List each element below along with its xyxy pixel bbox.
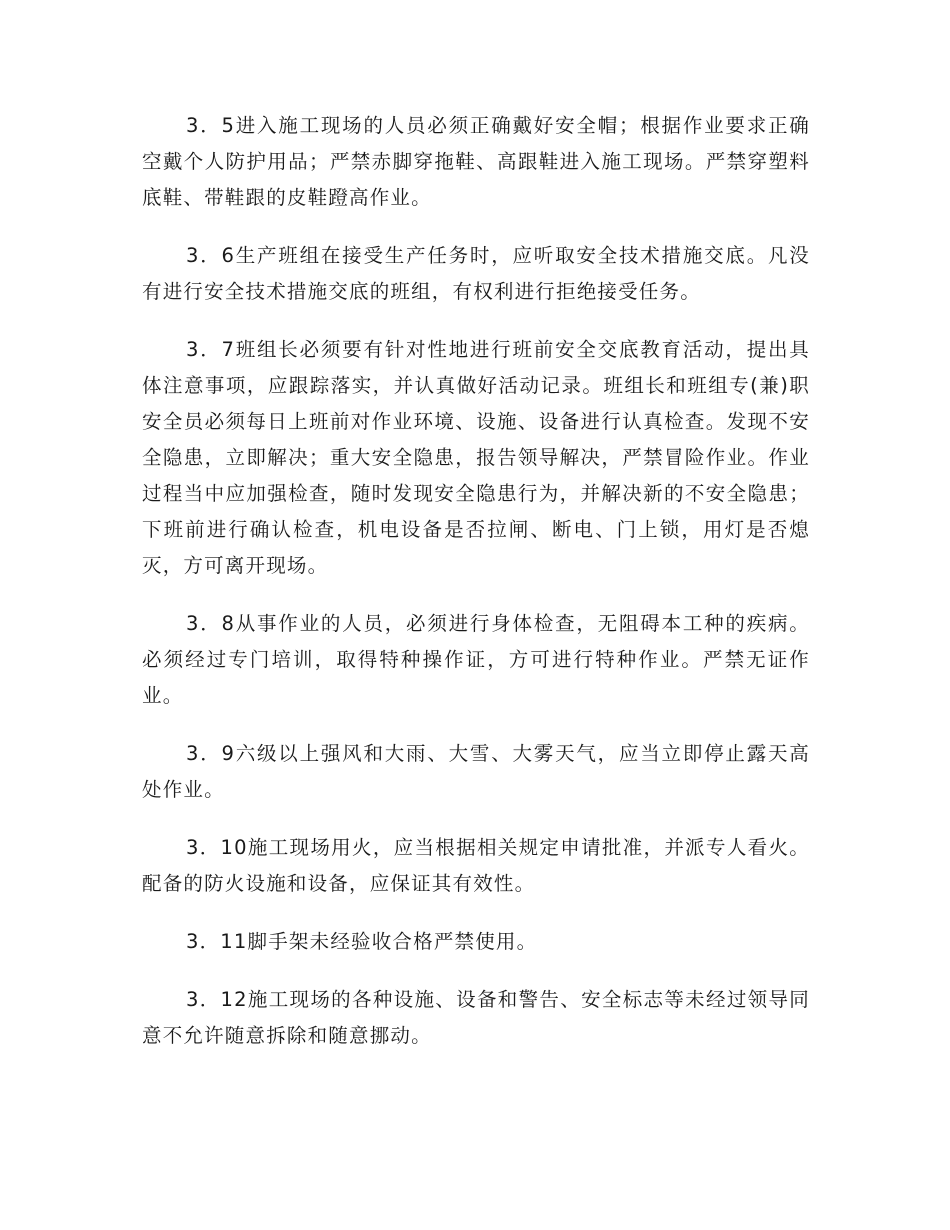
- paragraph-3-5: 3．5进入施工现场的人员必须正确戴好安全帽；根据作业要求正确空戴个人防护用品；严禁赤脚穿拖鞋、高跟鞋进入施工现场。严禁穿塑料底鞋、带鞋跟的皮鞋蹬高作业。: [142, 114, 810, 209]
- paragraph-3-11: 3．11脚手架未经验收合格严禁使用。: [186, 930, 538, 953]
- paragraph-3-8: 3．8从事作业的人员，必须进行身体检查，无阻碍本工种的疾病。必须经过专门培训，取得特种操作证，方可进行特种作业。严禁无证作业。: [142, 612, 810, 707]
- paragraph-3-12: 3．12施工现场的各种设施、设备和警告、安全标志等未经过领导同意不允许随意拆除和随意挪动。: [142, 988, 810, 1047]
- document-page: [142, 108, 810, 1076]
- paragraph-3-9: 3．9六级以上强风和大雨、大雪、大雾天气，应当立即停止露天高处作业。: [142, 742, 810, 801]
- paragraph-3-7: 3．7班组长必须要有针对性地进行班前安全交底教育活动，提出具体注意事项，应跟踪落实，并认真做好活动记录。班组长和班组专(兼)职安全员必须每日上班前对作业环境、设施、设备进行认真检查。发现不安全隐患，立即解决；重大安全隐患，报告领导解决，严禁冒险作业。作业过程当中应加强检查，随时发现安全隐患行为，并解决新的不安全隐患；下班前进行确认检查，机电设备是否拉闸、断电、门上锁，用灯是否熄灭，方可离开现场。: [142, 338, 810, 577]
- paragraph-3-6: 3．6生产班组在接受生产任务时，应听取安全技术措施交底。凡没有进行安全技术措施交底的班组，有权利进行拒绝接受任务。: [142, 244, 810, 303]
- paragraph-3-10: 3．10施工现场用火，应当根据相关规定申请批准，并派专人看火。配备的防火设施和设备，应保证其有效性。: [142, 836, 810, 895]
